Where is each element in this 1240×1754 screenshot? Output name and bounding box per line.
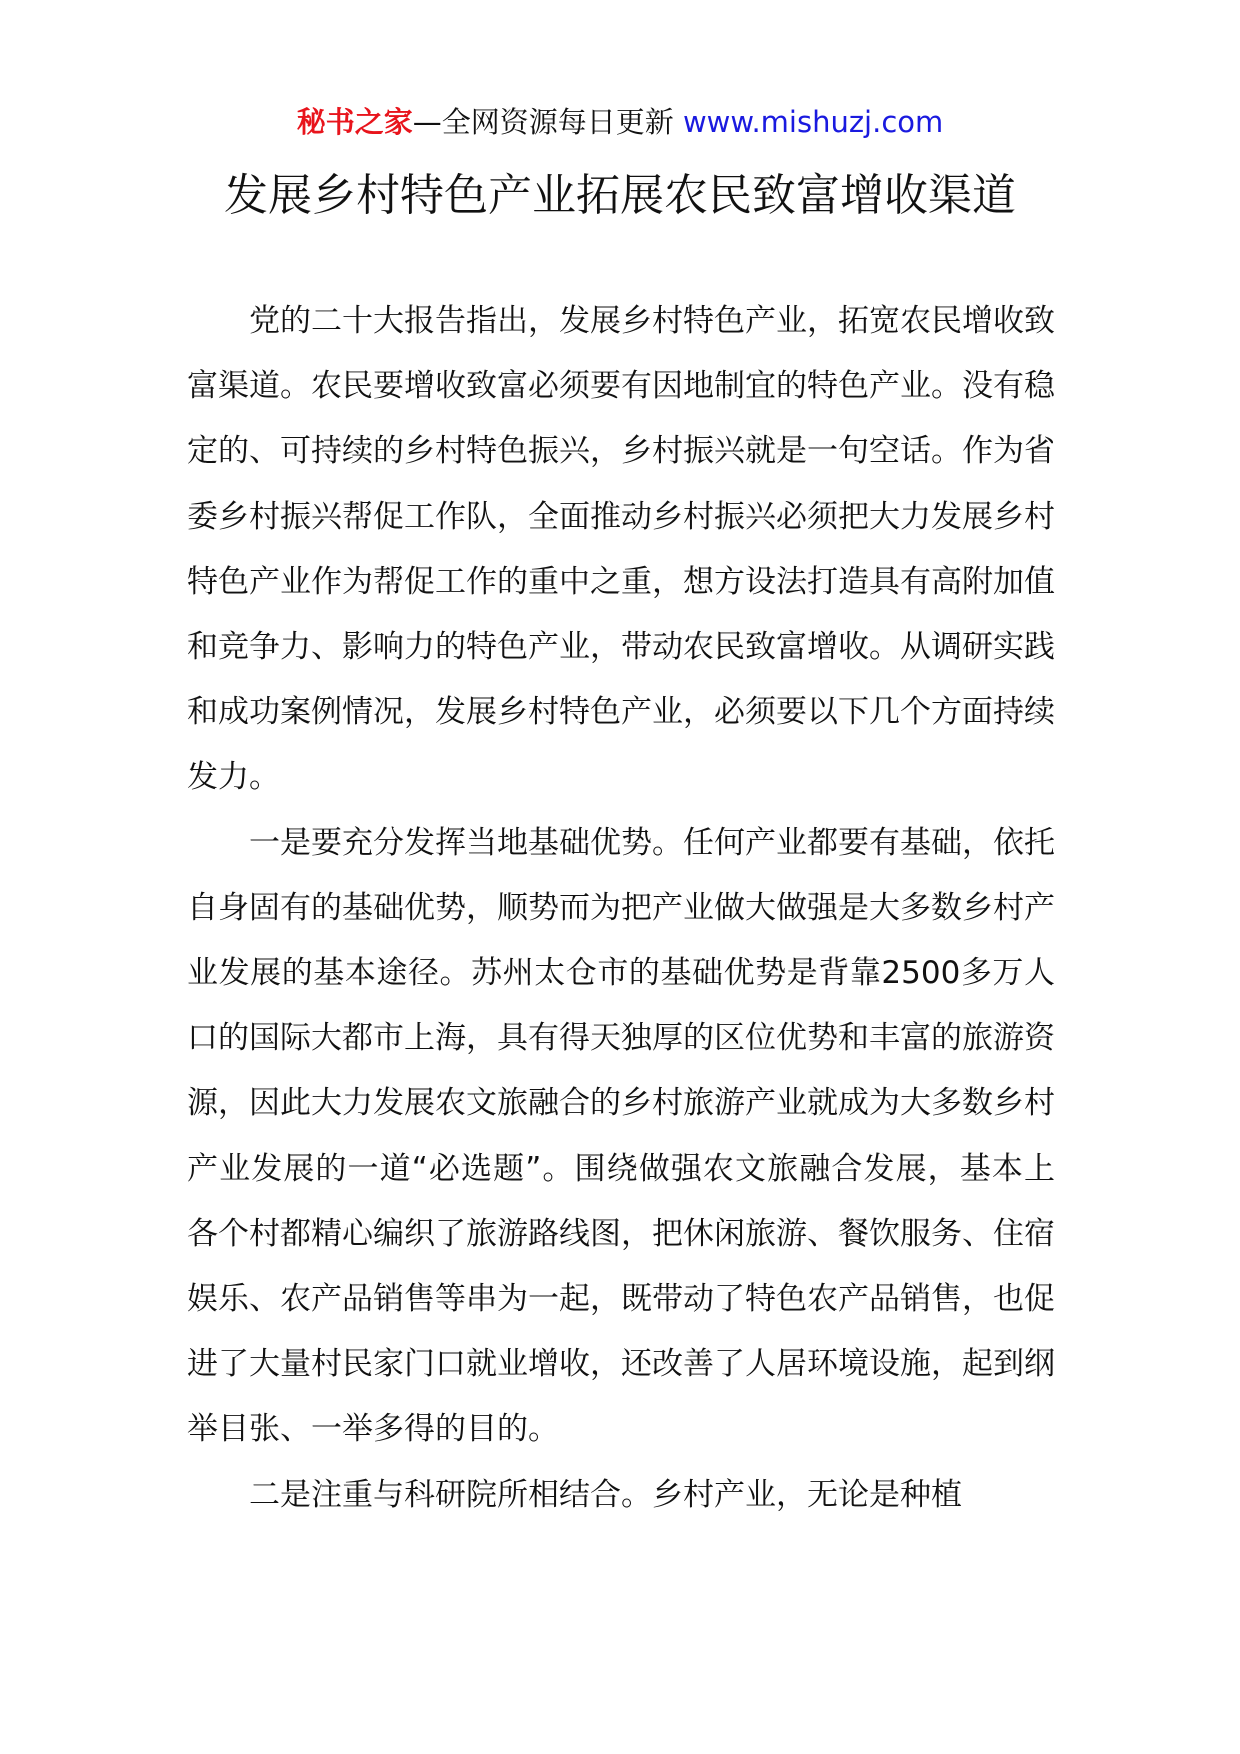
document-body	[187, 289, 1055, 1528]
site-brand: 秘书之家	[296, 105, 413, 139]
site-header	[0, 102, 1240, 142]
document-title: 发展乡村特色产业拓展农民致富增收渠道	[224, 170, 1016, 221]
paragraph: 二是注重与科研院所相结合。乡村产业，无论是种植	[249, 1476, 962, 1513]
site-url-link[interactable]: www.mishuzj.com	[682, 105, 944, 139]
site-tagline: —全网资源每日更新	[412, 105, 683, 139]
paragraph: 党的二十大报告指出，发展乡村特色产业，拓宽农民增收致富渠道。农民要增收致富必须要有因地制宜的特色产业。没有稳定的、可持续的乡村特色振兴，乡村振兴就是一句空话。作为省委乡村振兴帮促工作队，全面推动乡村振兴必须把大力发展乡村特色产业作为帮促工作的重中之重，想方设法打造具有高附加值和竞争力、影响力的特色产业，带动农民致富增收。从调研实践和成功案例情况，发展乡村特色产业，必须要以下几个方面持续发力。	[187, 303, 1055, 796]
paragraph: 一是要充分发挥当地基础优势。任何产业都要有基础，依托自身固有的基础优势，顺势而为把产业做大做强是大多数乡村产业发展的基本途径。苏州太仓市的基础优势是背靠2500多万人口的国际大都市上海，具有得天独厚的区位优势和丰富的旅游资源，因此大力发展农文旅融合的乡村旅游产业就成为大多数乡村产业发展的一道“必选题”。围绕做强农文旅融合发展，基本上各个村都精心编织了旅游路线图，把休闲旅游、餐饮服务、住宿娱乐、农产品销售等串为一起，既带动了特色农产品销售，也促进了大量村民家门口就业增收，还改善了人居环境设施，起到纲举目张、一举多得的目的。	[187, 824, 1055, 1448]
